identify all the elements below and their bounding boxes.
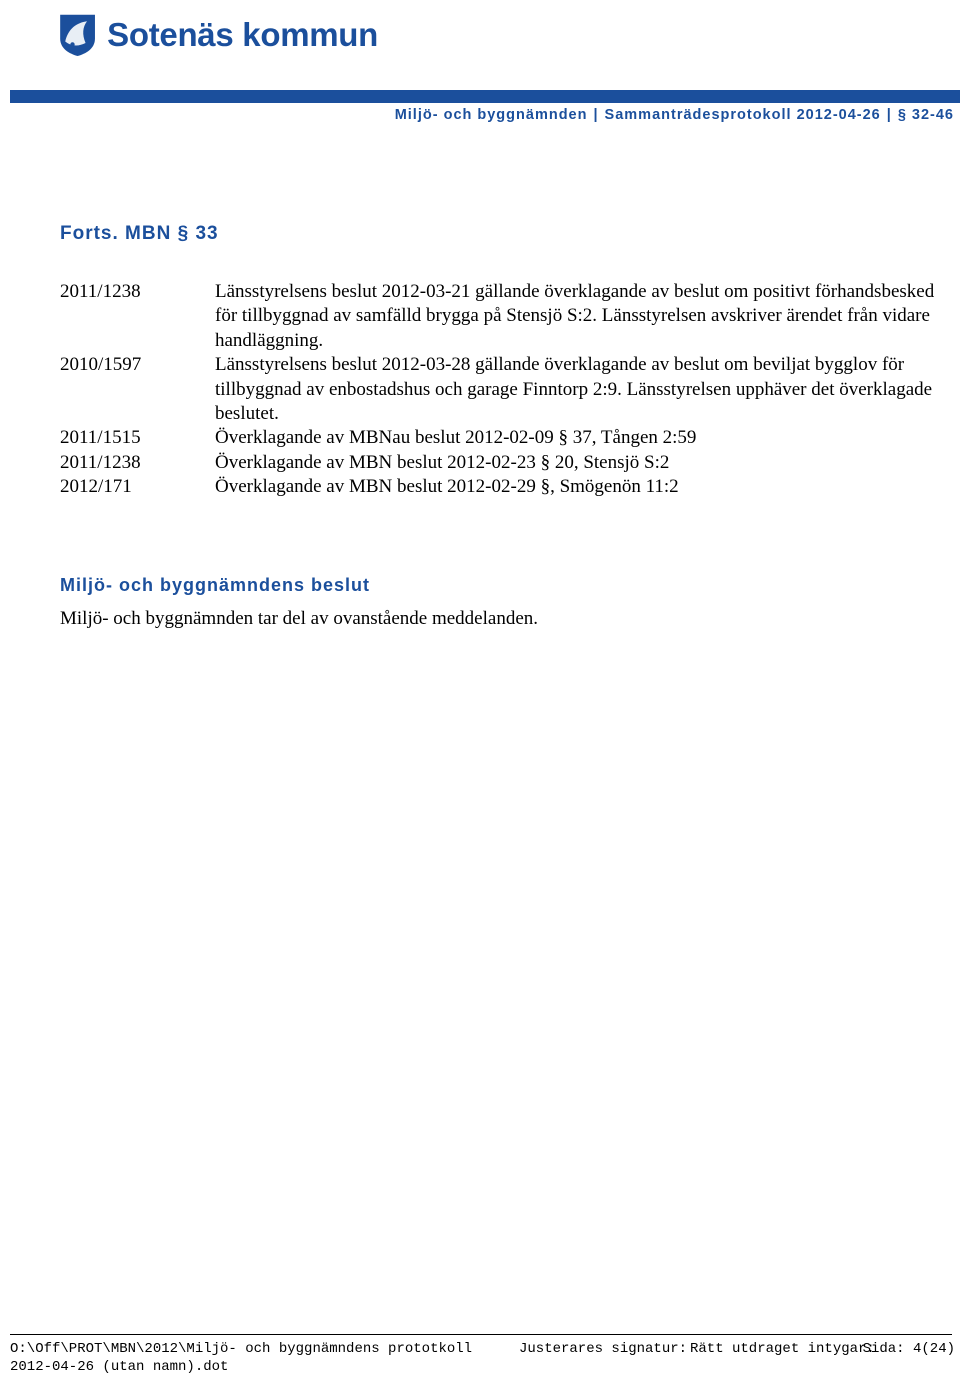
case-number: 2012/171 — [60, 476, 132, 498]
case-text: Överklagande av MBNau beslut 2012-02-09 § 37, Tången 2:59 — [215, 427, 697, 449]
item-list — [60, 280, 940, 500]
case-text: Överklagande av MBN beslut 2012-02-23 § 20, Stensjö S:2 — [215, 451, 670, 473]
case-number: 2010/1597 — [60, 354, 142, 376]
list-item — [60, 426, 940, 450]
municipality-logo — [58, 3, 378, 67]
case-text: Länsstyrelsens beslut 2012-03-21 gällande överklagande av beslut om positivt förhandsbesked för tillbyggnad av samfälld brygga på Stensjö S:2. Länsstyrelsen avskriver ärendet från vidare handläggning. — [215, 281, 935, 351]
header-rule — [10, 90, 960, 103]
case-text: Länsstyrelsens beslut 2012-03-28 gällande överklagande av beslut om beviljat bygglov för tillbyggnad av enbostadshus och garage Finntorp 2:9. Länsstyrelsen upphäver det överklagade beslutet. — [215, 354, 933, 425]
shield-logo-icon — [58, 4, 97, 66]
case-number: 2011/1238 — [60, 451, 141, 473]
footer-signature-label: Justerares signatur: — [519, 1341, 688, 1357]
footer-extract-label: Rätt utdraget intygar: — [690, 1341, 875, 1357]
header-committee: Miljö- och byggnämnden — [394, 107, 588, 123]
header-date: 2012-04-26 — [796, 107, 881, 123]
document-header: Miljö- och byggnämnden | Sammanträdesprotokoll 2012-04-26 | § 32-46 — [394, 107, 954, 123]
list-item — [60, 280, 940, 353]
case-text: Överklagande av MBN beslut 2012-02-29 §, Smögenön 11:2 — [215, 476, 679, 498]
list-item — [60, 353, 940, 426]
header-paragraphs: § 32-46 — [897, 107, 954, 123]
list-item — [60, 451, 940, 475]
footer-file-path: O:\Off\PROT\MBN\2012\Miljö- och byggnämndens prototkoll 2012-04-26 (utan namn).dot — [10, 1341, 473, 1375]
decision-heading: Miljö- och byggnämndens beslut — [60, 575, 371, 595]
footer-rule — [10, 1334, 952, 1335]
footer-page-number: Sida: 4(24) — [862, 1341, 955, 1357]
decision-text: Miljö- och byggnämnden tar del av ovanstående meddelanden. — [60, 608, 539, 629]
header-doc-type: Sammanträdesprotokoll — [604, 107, 792, 123]
case-number: 2011/1515 — [60, 427, 141, 449]
logo-text: Sotenäs kommun — [107, 16, 378, 53]
section-title: Forts. MBN § 33 — [60, 223, 219, 244]
case-number: 2011/1238 — [60, 281, 141, 302]
list-item — [60, 475, 940, 499]
